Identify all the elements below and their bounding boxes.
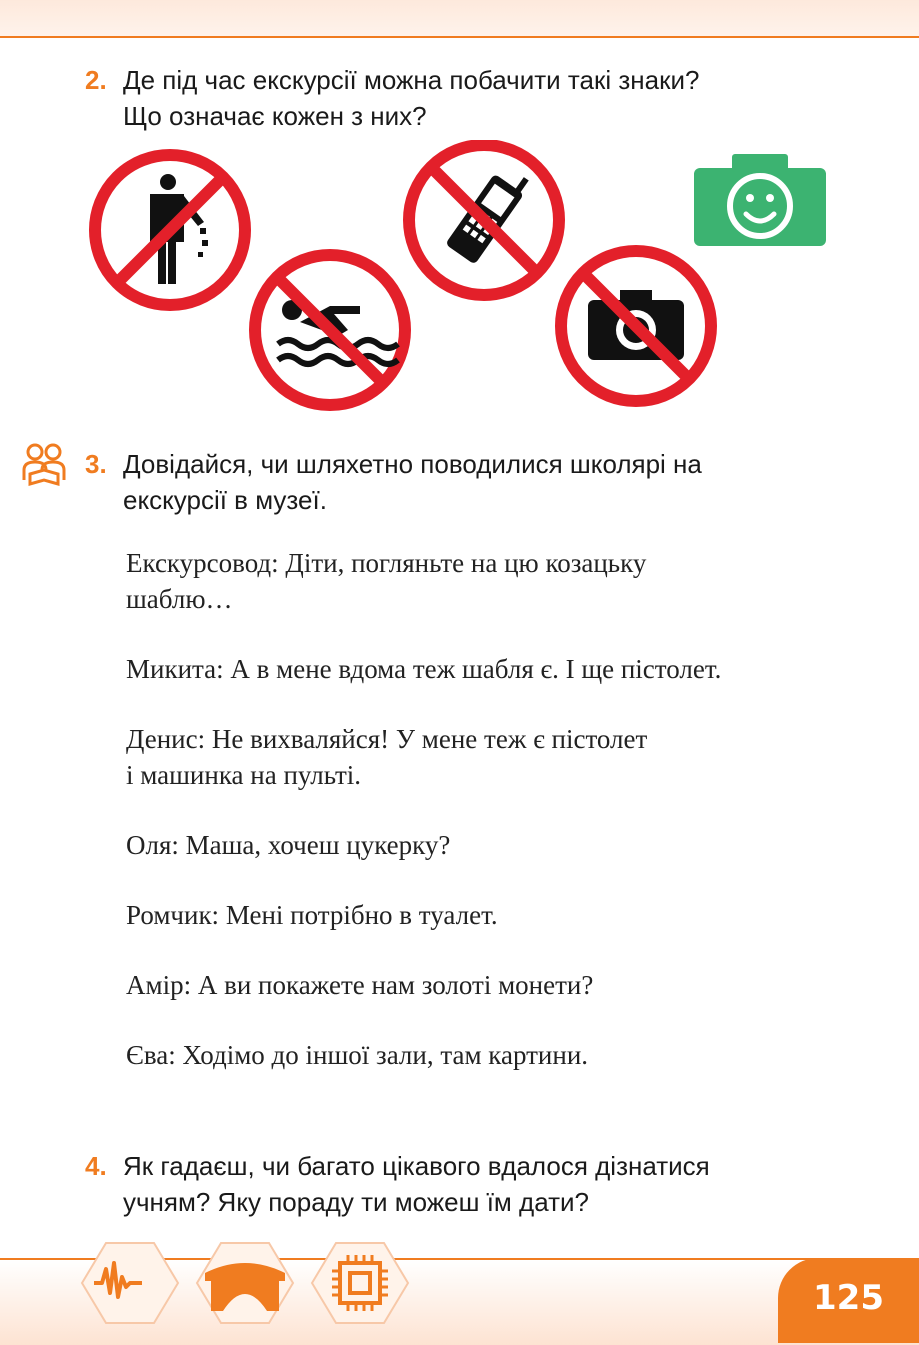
dialogue-line [126,967,886,1003]
task-3 [85,446,702,518]
dialogue-line [126,651,886,687]
no-photography-icon [561,251,711,401]
task-number: 2. [85,65,107,95]
dialogue [126,545,886,1107]
task-4 [85,1148,710,1220]
dialogue-line [126,1037,886,1073]
no-swimming-icon [255,255,405,405]
signs-illustration [0,140,919,420]
dialogue-text: Єва: Ходімо до іншої зали, там картини. [126,1040,589,1070]
dialogue-text: Екскурсовод: Діти, погляньте на цю козацьку [126,548,647,578]
task-text: Довідайся, чи шляхетно поводилися школярі на [123,449,702,479]
task-text: Що означає кожен з них? [123,101,427,131]
photography-allowed-icon [694,154,826,246]
no-littering-icon [95,155,245,305]
dialogue-line [126,545,886,617]
no-mobile-phone-icon [409,145,559,295]
dialogue-line [126,827,886,863]
task-text: учням? Яку пораду ти можеш їм дати? [123,1187,589,1217]
task-text: екскурсії в музеї. [123,485,327,515]
task-text: Де під час екскурсії можна побачити такі знаки? [123,65,700,95]
page-number: 125 [813,1278,884,1318]
top-band [0,0,919,38]
task-2 [85,62,699,134]
dialogue-text: шаблю… [126,584,233,614]
dialogue-line [126,721,886,793]
task-text: Як гадаєш, чи багато цікавого вдалося дізнатися [123,1151,710,1181]
dialogue-text: Оля: Маша, хочеш цукерку? [126,830,451,860]
sound-wave-icon [82,1243,178,1323]
pair-work-icon [20,440,68,488]
task-number: 4. [85,1151,107,1181]
bridge-icon [197,1243,293,1323]
dialogue-text: і машинка на пульті. [126,760,362,790]
dialogue-line [126,897,886,933]
dialogue-text: Амір: А ви покажете нам золоті монети? [126,970,594,1000]
microchip-icon [312,1243,408,1323]
dialogue-text: Ромчик: Мені потрібно в туалет. [126,900,498,930]
footer-icons [80,1238,440,1328]
dialogue-text: Денис: Не вихваляйся! У мене теж є пістолет [126,724,648,754]
task-number: 3. [85,449,107,479]
dialogue-text: Микита: А в мене вдома теж шабля є. І ще пістолет. [126,654,722,684]
